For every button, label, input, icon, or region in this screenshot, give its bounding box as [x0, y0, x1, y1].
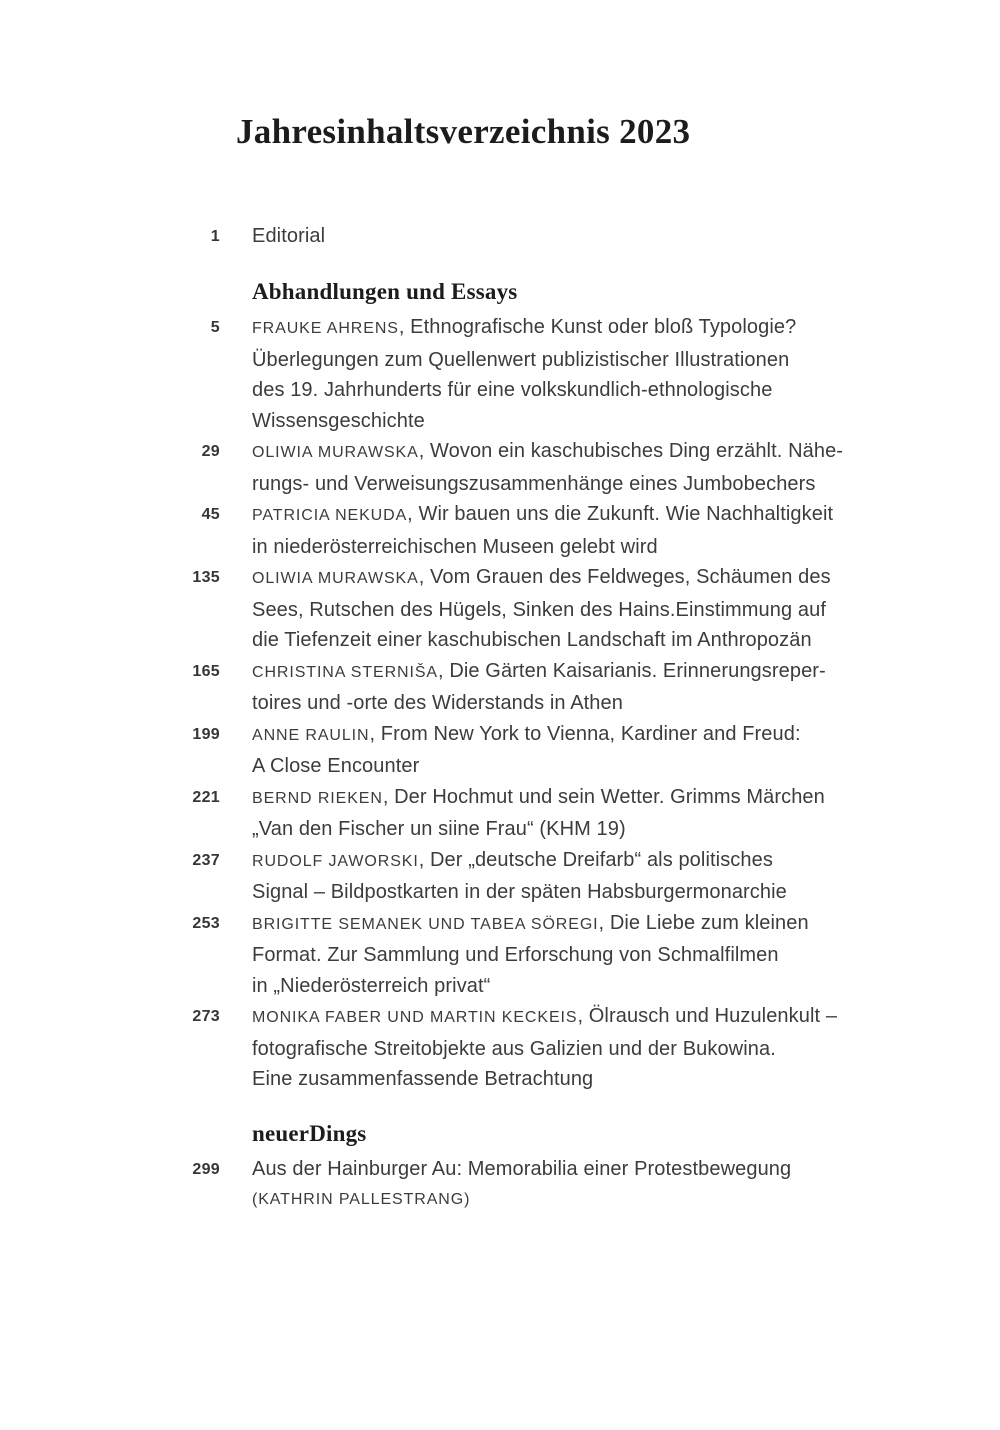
entry-line: „Van den Fischer un siine Frau“ (KHM 19): [252, 818, 626, 840]
entry-author: BRIGITTE SEMANEK UND TABEA SÖREGI: [252, 915, 599, 933]
entry-line: A Close Encounter: [252, 755, 420, 777]
toc-section: [150, 277, 1000, 1095]
toc-section: [150, 221, 1000, 253]
entry-text: [252, 436, 1000, 499]
entry-author: FRAUKE AHRENS: [252, 320, 399, 337]
entry-line: FRAUKE AHRENS, Ethnografische Kunst oder bloß Typologie?: [252, 316, 797, 338]
entry-line: ANNE RAULIN, From New York to Vienna, Kardiner and Freud:: [252, 722, 801, 745]
toc: [0, 221, 1000, 1215]
toc-entry: [150, 782, 1000, 845]
entry-text: [252, 719, 1000, 782]
entry-author: MONIKA FABER UND MARTIN KECKEIS: [252, 1009, 578, 1026]
entry-line: RUDOLF JAWORSKI, Der „deutsche Dreifarb“ als politisches: [252, 848, 773, 871]
toc-entry: [150, 656, 1000, 719]
entry-line: BERND RIEKEN, Der Hochmut und sein Wetter. Grimms Märchen: [252, 785, 825, 808]
entry-line: Aus der Hainburger Au: Memorabilia einer Protestbewegung: [252, 1158, 792, 1180]
entry-credit: (KATHRIN PALLESTRANG): [252, 1190, 471, 1208]
entry-text: [252, 908, 1000, 1002]
entry-line: Signal – Bildpostkarten in der späten Habsburgermonarchie: [252, 881, 787, 903]
entry-text: [252, 312, 1000, 436]
toc-entry: [150, 719, 1000, 782]
toc-entry: [150, 312, 1000, 436]
entry-page-number: 135: [192, 569, 220, 586]
entry-text: [252, 499, 1000, 562]
entry-page-number: 199: [192, 725, 220, 743]
entry-line: PATRICIA NEKUDA, Wir bauen uns die Zukunft. Wie Nachhaltigkeit: [252, 503, 834, 525]
entry-author: BERND RIEKEN: [252, 789, 383, 807]
entry-page-number: 253: [192, 914, 220, 932]
entry-text: [252, 656, 1000, 719]
entry-author: RUDOLF JAWORSKI: [252, 852, 419, 870]
toc-entry: [150, 1154, 1000, 1215]
entry-author: OLIWIA MURAWSKA: [252, 444, 419, 461]
toc-section: [150, 1119, 1000, 1216]
entry-author: CHRISTINA STERNIŠA: [252, 663, 439, 681]
entry-line: OLIWIA MURAWSKA, Vom Grauen des Feldweges, Schäumen des: [252, 566, 831, 588]
entry-line: in „Niederösterreich privat“: [252, 974, 491, 997]
entry-text: [252, 562, 1000, 656]
toc-entry: [150, 562, 1000, 656]
entry-page-number: 221: [192, 788, 220, 806]
entry-text: [252, 1001, 1000, 1095]
toc-entry: [150, 499, 1000, 562]
entry-line: Sees, Rutschen des Hügels, Sinken des Hains.Einstimmung auf: [252, 598, 826, 621]
entry-page-number: 237: [192, 851, 220, 869]
entry-page-number: 45: [201, 506, 220, 523]
entry-line: rungs- und Verweisungszusammenhänge eines Jumbobechers: [252, 472, 816, 495]
entry-text: [252, 845, 1000, 908]
entry-text: [252, 221, 1000, 253]
entry-line: fotografische Streitobjekte aus Galizien und der Bukowina.: [252, 1037, 776, 1060]
entry-line: die Tiefenzeit einer kaschubischen Landschaft im Anthropozän: [252, 629, 812, 651]
entry-line: Format. Zur Sammlung und Erforschung von Schmalfilmen: [252, 944, 779, 966]
entry-author: OLIWIA MURAWSKA: [252, 570, 419, 587]
entry-page-number: 1: [210, 228, 220, 245]
toc-entry: [150, 908, 1000, 1002]
entry-page-number: 299: [192, 1161, 220, 1178]
entry-line: Wissensgeschichte: [252, 409, 425, 432]
entry-line: Editorial: [252, 225, 326, 247]
entry-line: Überlegungen zum Quellenwert publizistischer Illustrationen: [252, 348, 790, 371]
toc-entry: [150, 221, 1000, 253]
entry-author: PATRICIA NEKUDA: [252, 507, 408, 524]
entry-line: MONIKA FABER UND MARTIN KECKEIS, Ölrausch und Huzulenkult –: [252, 1005, 838, 1027]
entry-text: [252, 782, 1000, 845]
entry-line: CHRISTINA STERNIŠA, Die Gärten Kaisarianis. Erinnerungsreper-: [252, 659, 826, 682]
entry-page-number: 273: [192, 1008, 220, 1025]
toc-entry: [150, 1001, 1000, 1095]
entry-line: in niederösterreichischen Museen gelebt wird: [252, 535, 658, 558]
entry-line: des 19. Jahrhunderts für eine volkskundlich-ethnologische: [252, 379, 773, 401]
toc-entry: [150, 436, 1000, 499]
page-title: Jahresinhaltsverzeichnis 2023: [236, 112, 691, 151]
toc-entry: [150, 845, 1000, 908]
entry-text: [252, 1154, 1000, 1215]
section-heading: Abhandlungen und Essays: [252, 278, 518, 304]
entry-line: Eine zusammenfassende Betrachtung: [252, 1068, 594, 1090]
entry-page-number: 5: [210, 319, 220, 336]
entry-line: OLIWIA MURAWSKA, Wovon ein kaschubisches Ding erzählt. Nähe-: [252, 440, 844, 462]
entry-page-number: 165: [192, 662, 220, 680]
entry-line: toires und -orte des Widerstands in Athen: [252, 692, 623, 714]
entry-author: ANNE RAULIN: [252, 726, 370, 744]
entry-page-number: 29: [201, 443, 220, 460]
entry-line: BRIGITTE SEMANEK UND TABEA SÖREGI, Die Liebe zum kleinen: [252, 911, 809, 934]
section-heading: neuerDings: [252, 1120, 367, 1146]
